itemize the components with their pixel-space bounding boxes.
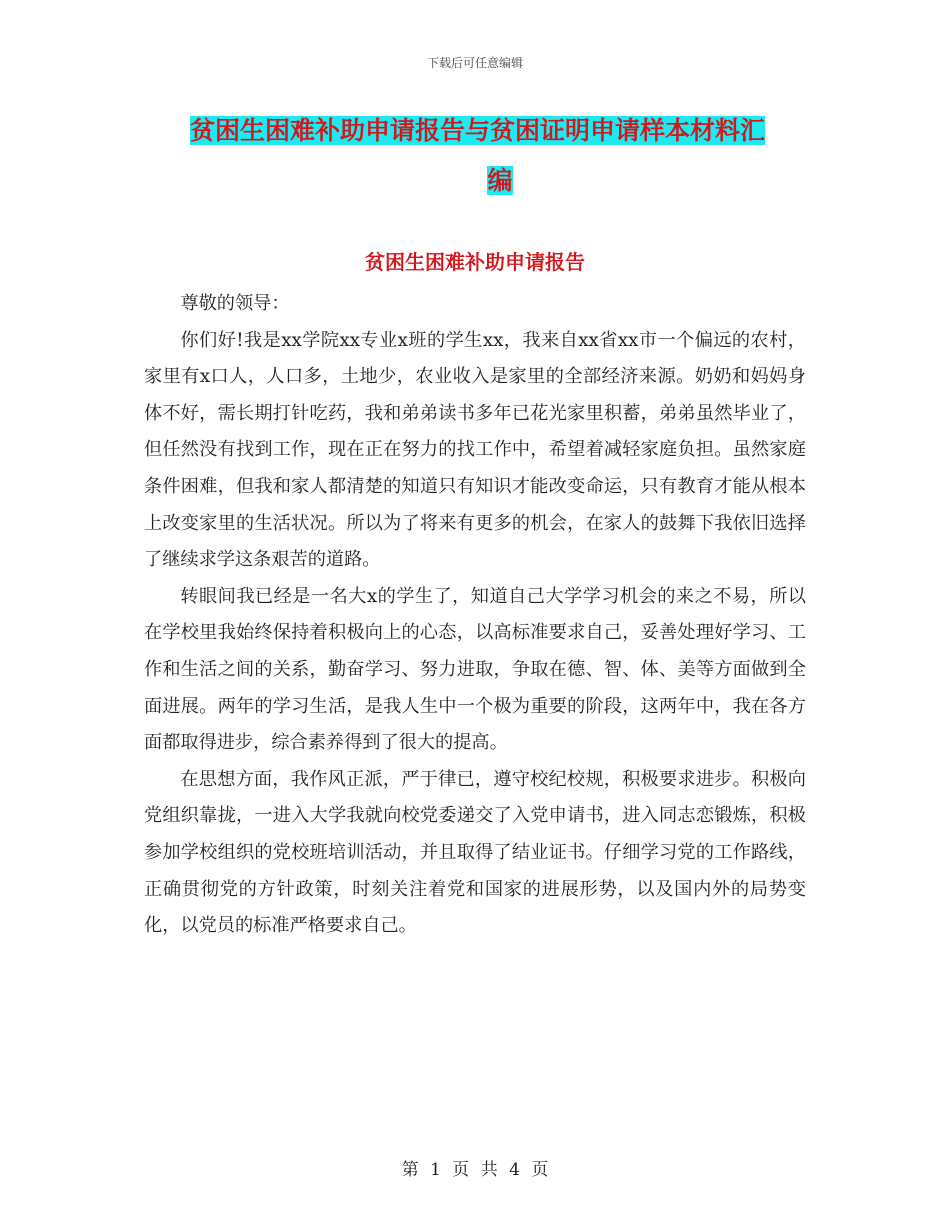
paragraph: 你们好!我是xx学院xx专业x班的学生xx，我来自xx省xx市一个偏远的农村，家里有x口人，人口多，土地少，农业收入是家里的全部经济来源。奶奶和妈妈身体不好，需长期打针吃药，我和弟弟读书多年已花光家里积蓄，弟弟虽然毕业了，但任然没有找到工作，现在正在努力的找工作中，希望着减轻家庭负担。虽然家庭条件困难，但我和家人都清楚的知道只有知识才能改变命运，只有教育才能从根本上改变家里的生活状况。所以为了将来有更多的机会，在家人的鼓舞下我依旧选择了继续求学这条艰苦的道路。: [144, 329, 806, 571]
paragraph: 在思想方面，我作风正派，严于律已，遵守校纪校规，积极要求进步。积极向党组织靠拢，一进入大学我就向校党委递交了入党申请书，进入同志恋锻炼，积极参加学校组织的党校班培训活动，并且取得了结业证书。仔细学习党的工作路线，正确贯彻党的方针政策，时刻关注着党和国家的进展形势，以及国内外的局势变化，以党员的标准严格要求自己。: [144, 768, 806, 937]
title-line-1: 贫困生困难补助申请报告与贫困证明申请样本材料汇: [190, 116, 766, 145]
title-line-2: 编: [487, 166, 513, 195]
header-note: 下载后可任意编辑: [426, 56, 523, 70]
document-title: [190, 106, 810, 206]
document-body: [144, 286, 806, 945]
page-number: 第 1 页 共 4 页: [401, 1160, 549, 1180]
section-title: 贫困生困难补助申请报告: [365, 250, 585, 274]
salutation: 尊敬的领导：: [180, 293, 290, 314]
paragraph: 转眼间我已经是一名大x的学生了，知道自己大学学习机会的来之不易，所以在学校里我始终保持着积极向上的心态，以高标准要求自己，妥善处理好学习、工作和生活之间的关系，勤奋学习、努力进取，争取在德、智、体、美等方面做到全面进展。两年的学习生活，是我人生中一个极为重要的阶段，这两年中，我在各方面都取得进步，综合素养得到了很大的提高。: [144, 585, 806, 754]
